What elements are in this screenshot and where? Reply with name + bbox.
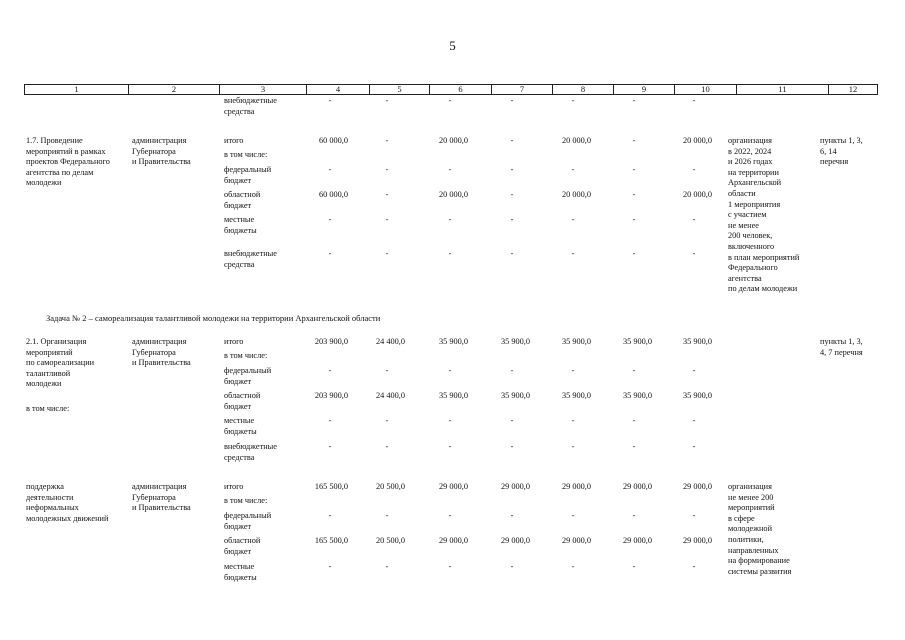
budget-value: 35 900,0 xyxy=(438,337,468,346)
budget-value: 35 900,0 xyxy=(622,337,652,346)
column-number: 1 xyxy=(25,85,129,95)
expected-result: организация xyxy=(728,136,772,145)
budget-value: - xyxy=(632,165,636,174)
funding-source: федеральный xyxy=(224,511,272,520)
budget-value: 20 000,0 xyxy=(682,190,712,199)
budget-value: - xyxy=(385,96,389,105)
task-heading: Задача № 2 – самореализация талантливой молодежи на территории Архангельской области xyxy=(46,313,381,323)
column-number: 6 xyxy=(430,85,492,95)
budget-value: 20 500,0 xyxy=(375,482,405,491)
budget-value: - xyxy=(632,416,636,425)
budget-value: - xyxy=(632,96,636,105)
budget-value: - xyxy=(448,562,452,571)
budget-value: 20 000,0 xyxy=(438,190,468,199)
column-number: 5 xyxy=(370,85,430,95)
funding-source: итого xyxy=(224,337,244,346)
expected-result: не менее 200 xyxy=(728,492,774,502)
budget-value: 35 900,0 xyxy=(500,391,530,400)
funding-source: бюджеты xyxy=(224,225,257,235)
budget-value: - xyxy=(385,366,389,375)
budget-value: - xyxy=(385,136,389,145)
funding-source: в том числе: xyxy=(224,496,268,505)
budget-value: - xyxy=(632,511,636,520)
budget-value: - xyxy=(571,442,575,451)
budget-value: 35 900,0 xyxy=(500,337,530,346)
expected-result: в 2022, 2024 xyxy=(728,146,772,156)
budget-value: 29 000,0 xyxy=(438,482,468,491)
budget-value: - xyxy=(448,511,452,520)
budget-value: - xyxy=(448,442,452,451)
budget-value: - xyxy=(571,249,575,258)
expected-result: молодежной xyxy=(728,524,773,534)
budget-value: 29 000,0 xyxy=(500,482,530,491)
budget-value: - xyxy=(385,215,389,224)
budget-value: - xyxy=(692,416,696,425)
budget-value: 35 900,0 xyxy=(438,391,468,400)
budget-value: - xyxy=(632,249,636,258)
expected-result: 200 человек, xyxy=(728,231,773,241)
budget-value: - xyxy=(385,511,389,520)
budget-value: - xyxy=(692,96,696,105)
funding-source: итого xyxy=(224,482,244,491)
funding-source: внебюджетные xyxy=(224,249,277,258)
funding-source: областной xyxy=(224,536,261,545)
expected-result: области xyxy=(728,189,756,198)
budget-value: - xyxy=(510,249,514,258)
column-number: 8 xyxy=(553,85,614,95)
column-number: 4 xyxy=(307,85,370,95)
activity-title: неформальных xyxy=(26,503,79,513)
budget-value: - xyxy=(448,416,452,425)
budget-value: - xyxy=(571,215,575,224)
budget-value: - xyxy=(328,249,332,258)
budget-value: 35 900,0 xyxy=(682,337,712,346)
budget-value: - xyxy=(632,366,636,375)
funding-source: в том числе: xyxy=(224,351,268,360)
funding-source: местные xyxy=(224,416,255,425)
budget-value: 29 000,0 xyxy=(682,482,712,491)
funding-source: бюджет xyxy=(224,521,252,531)
budget-value: 165 500,0 xyxy=(314,536,348,545)
expected-result: организация xyxy=(728,482,772,491)
expected-result: на территории xyxy=(728,167,779,177)
funding-source: местные xyxy=(224,562,255,571)
budget-value: 20 000,0 xyxy=(561,136,591,145)
budget-value: 29 000,0 xyxy=(622,536,652,545)
funding-source: федеральный xyxy=(224,165,272,174)
funding-source: местные xyxy=(224,215,255,224)
executor-name: и Правительства xyxy=(132,503,191,513)
expected-result: Архангельской xyxy=(728,178,782,188)
activity-title: проектов Федерального xyxy=(26,157,110,167)
budget-value: 20 000,0 xyxy=(438,136,468,145)
page-number: 5 xyxy=(449,38,456,53)
activity-title: 1.7. Проведение xyxy=(26,136,83,145)
budget-value: - xyxy=(448,215,452,224)
expected-result: 1 мероприятия xyxy=(728,199,781,209)
budget-value: - xyxy=(692,442,696,451)
budget-value: - xyxy=(510,366,514,375)
expected-result: по делам молодежи xyxy=(728,284,798,294)
executor-name: Губернатора xyxy=(132,492,176,502)
column-number: 7 xyxy=(492,85,553,95)
budget-value: - xyxy=(632,562,636,571)
budget-value: - xyxy=(448,96,452,105)
funding-source: областной xyxy=(224,190,261,199)
budget-value: - xyxy=(510,136,514,145)
budget-value: - xyxy=(571,562,575,571)
expected-result: агентства xyxy=(728,273,762,283)
budget-value: 20 000,0 xyxy=(561,190,591,199)
budget-value: - xyxy=(692,562,696,571)
expected-result: мероприятий xyxy=(728,503,775,513)
budget-value: 29 000,0 xyxy=(561,482,591,491)
budget-value: - xyxy=(510,96,514,105)
budget-value: - xyxy=(632,215,636,224)
budget-value: - xyxy=(571,511,575,520)
budget-value: - xyxy=(510,511,514,520)
executor-name: Губернатора xyxy=(132,347,176,357)
budget-value: - xyxy=(328,562,332,571)
budget-value: 60 000,0 xyxy=(318,190,348,199)
budget-value: - xyxy=(328,366,332,375)
expected-result: политики, xyxy=(728,535,764,544)
budget-value: 60 000,0 xyxy=(318,136,348,145)
budget-value: - xyxy=(632,442,636,451)
budget-value: 20 500,0 xyxy=(375,536,405,545)
budget-value: - xyxy=(328,165,332,174)
budget-value: 35 900,0 xyxy=(561,337,591,346)
budget-value: - xyxy=(571,416,575,425)
budget-value: - xyxy=(328,416,332,425)
funding-source: бюджет xyxy=(224,546,252,556)
budget-value: - xyxy=(692,249,696,258)
funding-source: областной xyxy=(224,391,261,400)
executor-name: администрация xyxy=(132,337,187,346)
budget-value: - xyxy=(632,136,636,145)
list-reference: 6, 14 xyxy=(820,146,837,156)
funding-source: внебюджетные xyxy=(224,96,277,105)
budget-value: - xyxy=(385,249,389,258)
budget-value: - xyxy=(571,165,575,174)
budget-value: - xyxy=(385,562,389,571)
column-number: 2 xyxy=(129,85,220,95)
budget-value: - xyxy=(328,511,332,520)
executor-name: и Правительства xyxy=(132,157,191,167)
activity-title: молодежи xyxy=(26,379,62,389)
expected-result: на формирование xyxy=(728,556,790,566)
expected-result: системы развития xyxy=(728,566,792,576)
funding-source: внебюджетные xyxy=(224,442,277,451)
activity-title: молодежи xyxy=(26,178,62,188)
budget-value: - xyxy=(385,190,389,199)
funding-source: в том числе: xyxy=(224,150,268,159)
funding-source: бюджет xyxy=(224,175,252,185)
budget-value: 20 000,0 xyxy=(682,136,712,145)
budget-value: - xyxy=(448,165,452,174)
funding-source: бюджет xyxy=(224,200,252,210)
budget-value: 35 900,0 xyxy=(682,391,712,400)
budget-value: - xyxy=(448,366,452,375)
list-reference: перечня xyxy=(820,157,849,167)
column-number: 11 xyxy=(737,85,829,95)
budget-value: 29 000,0 xyxy=(682,536,712,545)
funding-source: средства xyxy=(224,106,255,116)
expected-result: с участием xyxy=(728,210,767,220)
executor-name: администрация xyxy=(132,482,187,491)
column-number: 10 xyxy=(675,85,737,95)
column-header-row xyxy=(24,84,878,95)
expected-result: в план мероприятий xyxy=(728,252,800,262)
budget-value: - xyxy=(510,190,514,199)
budget-value: 203 900,0 xyxy=(314,391,348,400)
budget-value: - xyxy=(328,96,332,105)
budget-value: 29 000,0 xyxy=(622,482,652,491)
expected-result: не менее xyxy=(728,220,759,230)
budget-value: - xyxy=(632,190,636,199)
budget-value: 24 400,0 xyxy=(375,391,405,400)
budget-value: - xyxy=(692,215,696,224)
budget-value: 165 500,0 xyxy=(314,482,348,491)
activity-subtitle: в том числе: xyxy=(26,404,70,413)
budget-value: - xyxy=(510,442,514,451)
budget-value: - xyxy=(385,442,389,451)
activity-title: мероприятий в рамках xyxy=(26,146,106,156)
activity-title: агентства по делам xyxy=(26,167,94,177)
expected-result: включенного xyxy=(728,242,775,251)
budget-value: - xyxy=(571,366,575,375)
budget-value: - xyxy=(510,562,514,571)
activity-title: молодежных движений xyxy=(26,513,109,523)
expected-result: направленных xyxy=(728,545,779,555)
budget-value: - xyxy=(510,215,514,224)
list-reference: пункты 1, 3, xyxy=(820,337,863,346)
funding-source: федеральный xyxy=(224,366,272,375)
budget-value: - xyxy=(571,96,575,105)
budget-value: 35 900,0 xyxy=(561,391,591,400)
budget-value: 35 900,0 xyxy=(622,391,652,400)
activity-title: 2.1. Организация xyxy=(26,337,87,346)
budget-value: - xyxy=(692,366,696,375)
budget-value: - xyxy=(692,165,696,174)
funding-source: средства xyxy=(224,452,255,462)
budget-value: - xyxy=(385,416,389,425)
funding-source: бюджеты xyxy=(224,572,257,582)
budget-value: - xyxy=(510,165,514,174)
budget-value: 29 000,0 xyxy=(438,536,468,545)
list-reference: 4, 7 перечня xyxy=(820,347,863,357)
activity-title: по самореализации xyxy=(26,358,95,368)
budget-value: - xyxy=(692,511,696,520)
activity-title: поддержка xyxy=(26,482,64,491)
executor-name: Губернатора xyxy=(132,146,176,156)
activity-title: деятельности xyxy=(26,492,74,502)
list-reference: пункты 1, 3, xyxy=(820,136,863,145)
executor-name: и Правительства xyxy=(132,358,191,368)
expected-result: Федерального xyxy=(728,263,778,273)
column-number: 12 xyxy=(829,85,878,95)
funding-source: бюджеты xyxy=(224,426,257,436)
budget-value: - xyxy=(448,249,452,258)
executor-name: администрация xyxy=(132,136,187,145)
budget-value: 203 900,0 xyxy=(314,337,348,346)
funding-source: средства xyxy=(224,259,255,269)
budget-value: - xyxy=(385,165,389,174)
activity-title: мероприятий xyxy=(26,347,73,357)
expected-result: и 2026 годах xyxy=(728,157,773,167)
budget-value: - xyxy=(328,442,332,451)
budget-value: - xyxy=(328,215,332,224)
funding-source: бюджет xyxy=(224,376,252,386)
column-number: 9 xyxy=(614,85,675,95)
expected-result: в сфере xyxy=(728,513,755,523)
budget-value: 29 000,0 xyxy=(561,536,591,545)
column-number: 3 xyxy=(220,85,307,95)
funding-source: бюджет xyxy=(224,401,252,411)
budget-value: - xyxy=(510,416,514,425)
budget-value: 29 000,0 xyxy=(500,536,530,545)
funding-source: итого xyxy=(224,136,244,145)
budget-value: 24 400,0 xyxy=(375,337,405,346)
activity-title: талантливой xyxy=(26,368,71,378)
